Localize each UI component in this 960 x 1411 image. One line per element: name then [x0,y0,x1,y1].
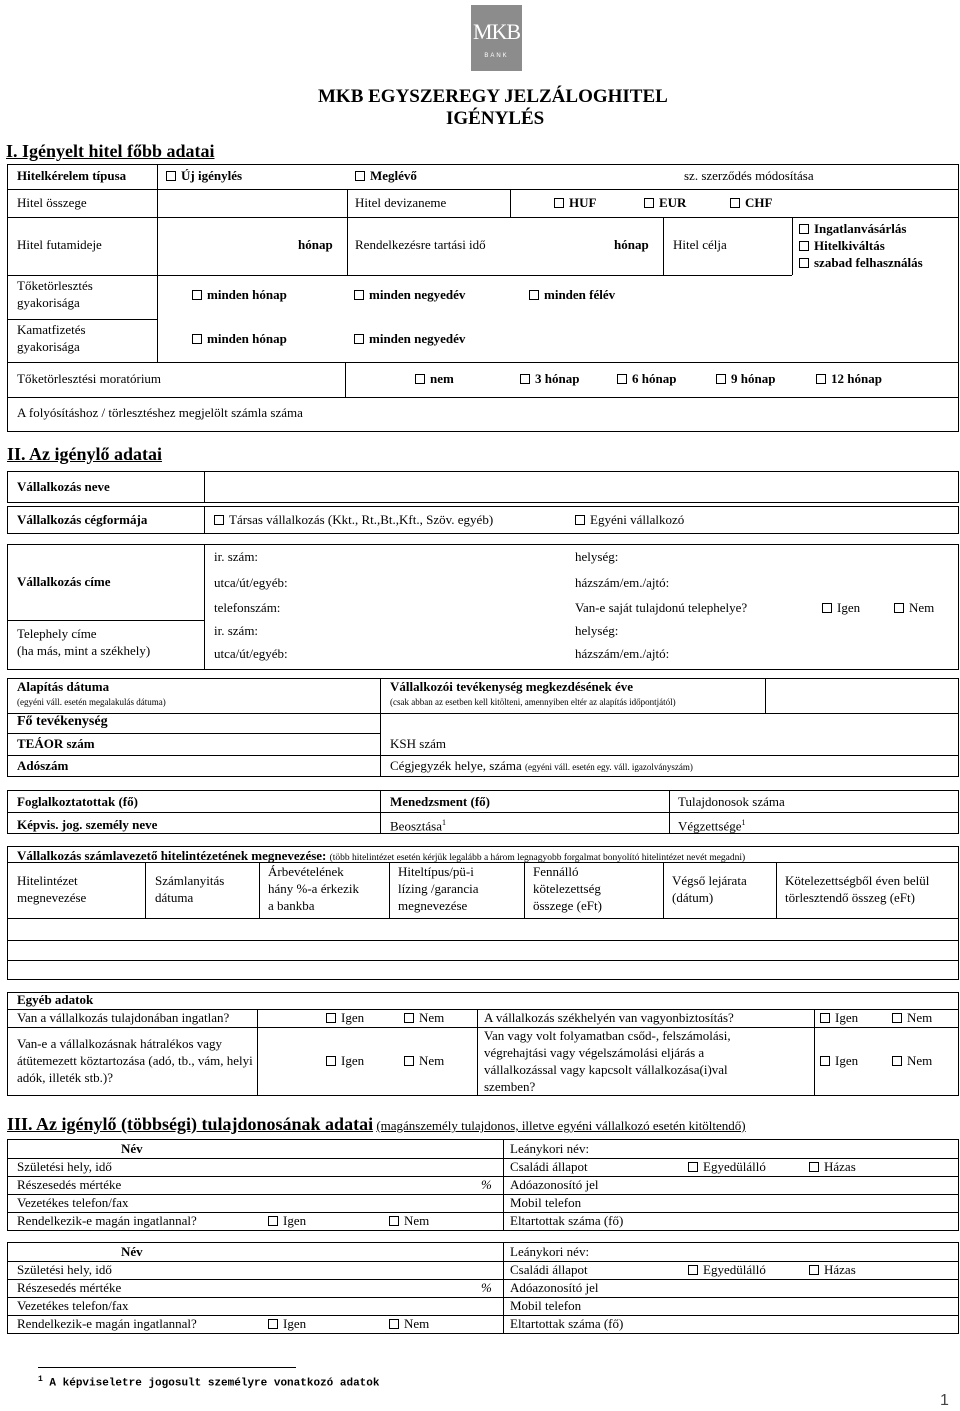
checkbox[interactable] [166,171,176,181]
purpose-property-purchase[interactable]: Ingatlanvásárlás [799,222,906,237]
owner2-married[interactable]: Házas [809,1263,856,1278]
owner2-name-label: Név [121,1244,143,1259]
owner2-share-label: Részesedés mértéke [17,1280,122,1295]
owner2-mobile-label: Mobil telefon [510,1298,582,1313]
site-address-note: (ha más, mint a székhely) [17,643,151,658]
company-name-label: Vállalkozás neve [17,479,110,494]
company-name-row [7,471,959,503]
checkbox[interactable] [192,334,202,344]
footnote-separator [38,1367,296,1368]
owner2-maiden-label: Leánykori név: [510,1244,590,1259]
management-label: Menedzsment (fő) [390,794,490,809]
checkbox[interactable] [894,603,904,613]
moratorium-9m[interactable]: 9 hónap [716,372,775,387]
checkbox[interactable] [575,515,585,525]
founding-date-note: (egyéni váll. esetén megalakulás dátuma) [17,697,166,707]
col-revenue-2: hány %-a érkezik [268,881,359,896]
logo-text: MKB [472,19,521,44]
loan-term-label: Hitel futamideje [17,237,102,252]
owner2-property-yes[interactable]: Igen [268,1317,306,1332]
owner2-birth-label: Születési hely, idő [17,1262,112,1277]
col-maturity-1: Végső lejárata [672,873,747,888]
checkbox[interactable] [730,198,740,208]
zip-label: ir. szám: [214,549,259,564]
checkbox[interactable] [214,515,224,525]
checkbox[interactable] [644,198,654,208]
col-maturity-2: (dátum) [672,890,714,905]
account-number-label: A folyósításhoz / törlesztéshez megjelölt számla száma [17,405,303,420]
doc-title-line1: MKB EGYSZEREGY JELZÁLOGHITEL [318,86,668,107]
q-insurance-yes[interactable]: Igen [820,1011,858,1026]
term-unit: hónap [298,237,333,252]
owner1-mobile-label: Mobil telefon [510,1195,582,1210]
ksh-label: KSH szám [390,736,446,751]
col-liability-1: Fennálló [533,864,579,879]
q-public-debt-3: adók, illeték stb.)? [17,1070,114,1085]
q-debt-yes[interactable]: Igen [326,1054,364,1069]
availability-unit: hónap [614,237,649,252]
checkbox[interactable] [816,374,826,384]
company-address-label: Vállalkozás címe [17,574,111,589]
interest-quarterly[interactable]: minden negyedév [354,332,465,347]
loan-amount-label: Hitel összege [17,195,87,210]
col-bank-name-1: Hitelintézet [17,873,78,888]
city-label: helység: [575,549,619,564]
checkbox[interactable] [799,241,809,251]
owner1-single[interactable]: Egyedülálló [688,1160,766,1175]
owner1-property-no[interactable]: Nem [389,1214,429,1229]
site-zip-label: ir. szám: [214,623,259,638]
owner1-percent: % [481,1177,492,1192]
col-credit-type-1: Hiteltípus/pü-i [398,864,474,879]
owner1-phone-label: Vezetékes telefon/fax [17,1195,129,1210]
mkb-logo [471,5,522,71]
registry-label [390,759,693,774]
tax-number-label: Adószám [17,758,69,773]
employees-label: Foglalkoztatottak (fő) [17,794,138,809]
other-data-title: Egyéb adatok [17,992,94,1007]
q-insurance-no[interactable]: Nem [892,1011,932,1026]
owner2-marital-label: Családi állapot [510,1262,588,1277]
owner2-dependents-label: Eltartottak száma (fő) [510,1316,624,1331]
owner2-property-label: Rendelkezik-e magán ingatlannal? [17,1316,197,1331]
banks-title-text: Vállalkozás számlavezető hitelintézetének megnevezése: [17,848,327,863]
owner1-property-label: Rendelkezik-e magán ingatlannal? [17,1213,197,1228]
section3-heading-text: III. Az igénylő (többségi) tulajdonosának adatai [7,1114,374,1134]
footnote-text: A képviseletre jogosult személyre vonatkozó adatok [49,1377,380,1390]
logo-subtext: BANK [484,53,509,59]
checkbox[interactable] [799,224,809,234]
moratorium-12m[interactable]: 12 hónap [816,372,882,387]
col-credit-type-3: megnevezése [398,898,468,913]
owner1-name-label: Név [121,1141,143,1156]
checkbox[interactable] [389,1216,399,1226]
owner2-phone-label: Vezetékes telefon/fax [17,1298,129,1313]
q-insurance: A vállalkozás székhelyén van vagyonbiztosítás? [484,1010,734,1025]
checkbox[interactable] [354,290,364,300]
doc-title-line2: IGÉNYLÉS [446,108,545,129]
owner1-share-label: Részesedés mértéke [17,1177,122,1192]
checkbox[interactable] [617,374,627,384]
currency-chf[interactable]: CHF [730,196,772,211]
checkbox[interactable] [554,198,564,208]
phone-label: telefonszám: [214,600,281,615]
footnote-ref: 1 [741,818,746,827]
loan-purpose-label: Hitel célja [673,237,727,252]
site-city-label: helység: [575,623,619,638]
checkbox[interactable] [520,374,530,384]
footnote [38,1375,379,1390]
col-annual-repayment-1: Kötelezettségből éven belül [785,873,930,888]
owner1-dependents-label: Eltartottak száma (fő) [510,1213,624,1228]
owners-count-label: Tulajdonosok száma [678,794,785,809]
moratorium-none[interactable]: nem [415,372,454,387]
own-site-question: Van-e saját tulajdonú telephelye? [575,600,748,615]
checkbox[interactable] [192,290,202,300]
section1-table [7,164,959,432]
own-site-no[interactable]: Nem [894,601,934,616]
col-credit-type-2: lízing /garancia [398,881,479,896]
footnote-mark: 1 [38,1375,43,1384]
q-insolvency-4: szemben? [484,1079,536,1094]
q-property-owned: Van a vállalkozás tulajdonában ingatlan? [17,1010,230,1025]
checkbox[interactable] [354,334,364,344]
purpose-refinancing[interactable]: Hitelkiváltás [799,239,885,254]
col-liability-3: összege (eFt) [533,898,602,913]
checkbox[interactable] [389,1319,399,1329]
interest-freq-label-1: Kamatfizetés [17,322,86,337]
position-label [390,818,446,834]
q-debt-no[interactable]: Nem [404,1054,444,1069]
currency-eur[interactable]: EUR [644,196,686,211]
checkbox[interactable] [355,171,365,181]
contract-modification-label: sz. szerződés módosítása [684,168,814,183]
owner1-property-yes[interactable]: Igen [268,1214,306,1229]
checkbox[interactable] [688,1265,698,1275]
form-partnership-option[interactable]: Társas vállalkozás (Kkt., Rt.,Bt.,Kft., Szöv. egyéb) [214,513,493,528]
q-public-debt-2: átütemezett köztartozása (adó, tb., vám, helyi [17,1053,253,1068]
checkbox[interactable] [809,1265,819,1275]
teaor-label: TEÁOR szám [17,736,95,751]
footnote-ref: 1 [441,818,446,827]
owner2-single[interactable]: Egyedülálló [688,1263,766,1278]
new-application-option[interactable]: Új igénylés [166,169,242,184]
owner2-property-no[interactable]: Nem [389,1317,429,1332]
owner2-percent: % [481,1280,492,1295]
principal-freq-label-1: Tőketörlesztés [17,278,93,293]
own-site-yes[interactable]: Igen [822,601,860,616]
owner1-maiden-label: Leánykori név: [510,1141,590,1156]
checkbox[interactable] [404,1013,414,1023]
checkbox[interactable] [268,1319,278,1329]
company-form-label: Vállalkozás cégformája [17,512,148,527]
page-number: 1 [940,1392,949,1409]
checkbox[interactable] [688,1162,698,1172]
purpose-free-use[interactable]: szabad felhasználás [799,256,923,271]
registry-note: (egyéni váll. esetén egy. váll. igazolványszám) [525,762,693,772]
q-insolvency-no[interactable]: Nem [892,1054,932,1069]
owner1-marital-label: Családi állapot [510,1159,588,1174]
checkbox[interactable] [415,374,425,384]
site-house-number-label: házszám/em./ajtó: [575,646,670,661]
q-insolvency-1: Van vagy volt folyamatban csőd-, felszámolási, [484,1028,731,1043]
position-text: Beosztása [390,818,442,834]
section1-heading: I. Igényelt hitel főbb adatai [6,141,215,161]
loan-type-label: Hitelkérelem típusa [17,168,127,183]
q-insolvency-yes[interactable]: Igen [820,1054,858,1069]
activity-start-note: (csak abban az esetben kell kitölteni, amennyiben eltér az alapítás időpontjától) [390,697,676,707]
section2-heading: II. Az igénylő adatai [7,444,163,464]
banks-note: (több hitelintézet esetén kérjük legalább a három legnagyobb forgalmat bonyolító hitelintézet nevét megadni) [329,853,746,863]
col-open-date-1: Számlanyitás [155,873,225,888]
checkbox[interactable] [326,1056,336,1066]
col-revenue-3: a bankba [268,898,315,913]
q-insolvency-3: vállalkozással vagy kapcsolt vállalkozása(i)val [484,1062,728,1077]
interest-freq-label-2: gyakorisága [17,339,80,354]
education-label [678,818,746,834]
principal-freq-label-2: gyakorisága [17,295,80,310]
existing-option[interactable]: Meglévő [355,169,417,184]
section3-heading [7,1114,746,1135]
site-address-label: Telephely címe [17,626,97,641]
principal-half-yearly[interactable]: minden félév [529,288,615,303]
form-sole-proprietor-option[interactable]: Egyéni vállalkozó [575,513,684,528]
principal-quarterly[interactable]: minden negyedév [354,288,465,303]
checkbox[interactable] [822,603,832,613]
availability-label: Rendelkezésre tartási idő [355,237,486,252]
owner2-taxid-label: Adóazonosító jel [510,1280,599,1295]
checkbox[interactable] [820,1013,830,1023]
checkbox[interactable] [529,290,539,300]
moratorium-3m[interactable]: 3 hónap [520,372,579,387]
q-property-yes[interactable]: Igen [326,1011,364,1026]
site-street-label: utca/út/egyéb: [214,646,288,661]
checkbox[interactable] [716,374,726,384]
loan-currency-label: Hitel devizaneme [355,195,447,210]
education-text: Végzettsége [678,818,742,834]
checkbox[interactable] [892,1056,902,1066]
checkbox[interactable] [820,1056,830,1066]
main-activity-label: Fő tevékenység [17,714,108,729]
house-number-label: házszám/em./ajtó: [575,575,670,590]
col-liability-2: kötelezettség [533,881,601,896]
q-insolvency-2: végrehajtási vagy végelszámolási eljárás a [484,1045,705,1060]
owner1-married[interactable]: Házas [809,1160,856,1175]
owner1-taxid-label: Adóazonosító jel [510,1177,599,1192]
founding-date-label: Alapítás dátuma [17,679,110,694]
section3-heading-note: (magánszemély tulajdonos, illetve egyéni vállalkozó esetén kitöltendő) [376,1118,746,1133]
street-label: utca/út/egyéb: [214,575,288,590]
moratorium-label: Tőketörlesztési moratórium [17,371,162,386]
col-bank-name-2: megnevezése [17,890,87,905]
col-revenue-1: Árbevételének [268,864,344,879]
col-annual-repayment-2: törlesztendő összeg (eFt) [785,890,915,905]
representative-name-label: Képvis. jog. személy neve [17,817,158,832]
currency-huf[interactable]: HUF [554,196,596,211]
moratorium-6m[interactable]: 6 hónap [617,372,676,387]
checkbox[interactable] [809,1162,819,1172]
principal-monthly[interactable]: minden hónap [192,288,287,303]
checkbox[interactable] [404,1056,414,1066]
interest-monthly[interactable]: minden hónap [192,332,287,347]
checkbox[interactable] [326,1013,336,1023]
owner1-birth-label: Születési hely, idő [17,1159,112,1174]
checkbox[interactable] [892,1013,902,1023]
q-public-debt-1: Van-e a vállalkozásnak hátralékos vagy [17,1036,223,1051]
activity-start-label: Vállalkozói tevékenység megkezdésének éve [390,679,633,694]
checkbox[interactable] [268,1216,278,1226]
checkbox[interactable] [799,258,809,268]
col-open-date-2: dátuma [155,890,194,905]
registry-text: Cégjegyzék helye, száma [390,758,522,773]
q-property-no[interactable]: Nem [404,1011,444,1026]
